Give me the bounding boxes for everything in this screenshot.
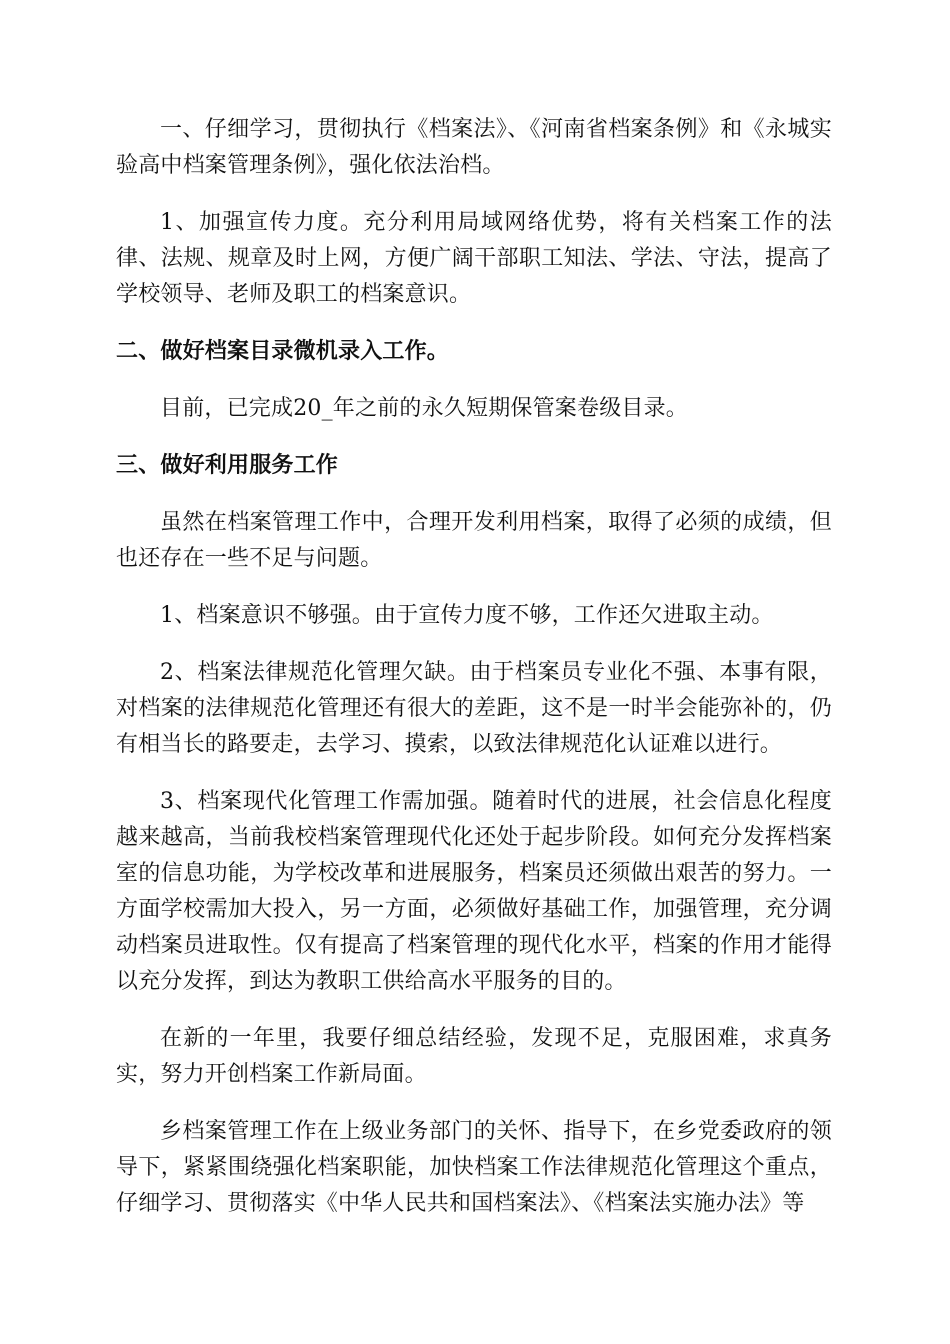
heading-utilization-service: 三、做好利用服务工作 xyxy=(116,453,339,478)
paragraph-catalog-progress: 目前，已完成20_年之前的永久短期保管案卷级目录。 xyxy=(160,396,688,421)
paragraph-legal-standardization: 2、档案法律规范化管理欠缺。由于档案员专业化不强、本事有限，对档案的法律规范化管理还有很大的差距，这不是一时半会能弥补的，仍有相当长的路要走，去学习、摸索，以致法律规范化认证难以进行。 xyxy=(116,660,832,757)
document-body xyxy=(116,112,832,1243)
paragraph-study-regulations: 一、仔细学习，贯彻执行《档案法》、《河南省档案条例》和《永城实验高中档案管理条例》，强化依法治档。 xyxy=(116,117,832,178)
paragraph-new-year: 在新的一年里，我要仔细总结经验，发现不足，克服困难，求真务实，努力开创档案工作新局面。 xyxy=(116,1026,832,1087)
paragraph-publicity: 1、加强宣传力度。充分利用局域网络优势，将有关档案工作的法律、法规、规章及时上网，方便广阔干部职工知法、学法、守法，提高了学校领导、老师及职工的档案意识。 xyxy=(116,210,832,307)
paragraph-township-archives: 乡档案管理工作在上级业务部门的关怀、指导下，在乡党委政府的领导下，紧紧围绕强化档案职能，加快档案工作法律规范化管理这个重点，仔细学习、贯彻落实《中华人民共和国档案法》、《档案法实施办法》等 xyxy=(116,1119,832,1216)
paragraph-modernization: 3、档案现代化管理工作需加强。随着时代的进展，社会信息化程度越来越高，当前我校档案管理现代化还处于起步阶段。如何充分发挥档案室的信息功能，为学校改革和进展服务，档案员还须做出艰苦的努力。一方面学校需加大投入，另一方面，必须做好基础工作，加强管理，充分调动档案员进取性。仅有提高了档案管理的现代化水平，档案的作用才能得以充分发挥，到达为教职工供给高水平服务的目的。 xyxy=(116,789,832,994)
paragraph-shortcomings: 虽然在档案管理工作中，合理开发利用档案，取得了必须的成绩，但也还存在一些不足与问题。 xyxy=(116,510,832,571)
heading-catalog-entry: 二、做好档案目录微机录入工作。 xyxy=(116,339,450,364)
paragraph-awareness: 1、档案意识不够强。由于宣传力度不够，工作还欠进取主动。 xyxy=(160,603,774,628)
